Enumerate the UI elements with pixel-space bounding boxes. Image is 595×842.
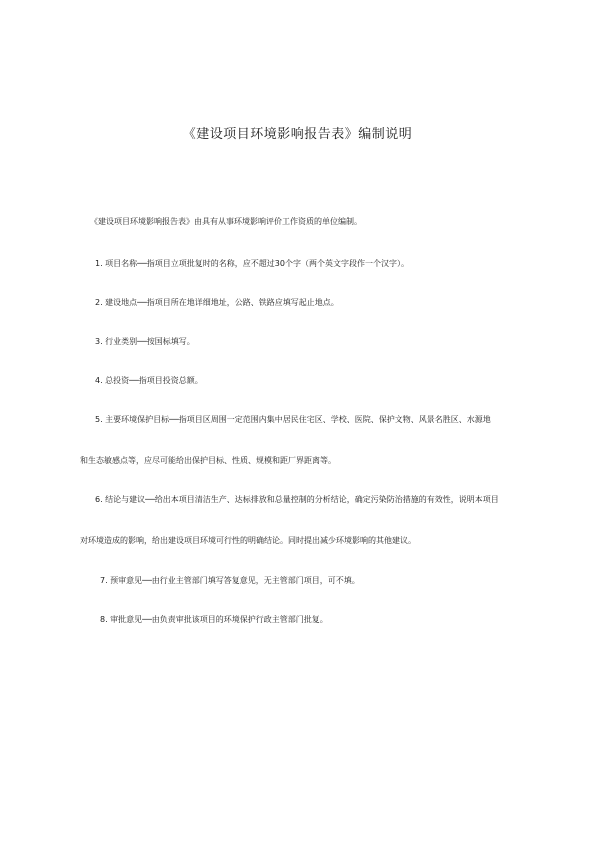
item-construction-site: 2. 建设地点──指项目所在地详细地址，公路、铁路应填写起止地点。 bbox=[95, 298, 339, 307]
item-conclusions-continued: 对环境造成的影响，给出建设项目环境可行性的明确结论。同时提出减少环境影响的其他建议。 bbox=[80, 536, 416, 545]
item-project-name: 1. 项目名称──指项目立项批复时的名称，应不超过30个字（两个英文字段作一个汉字）。 bbox=[95, 259, 409, 268]
item-approval-opinion: 8. 审批意见──由负责审批该项目的环境保护行政主管部门批复。 bbox=[100, 615, 328, 624]
item-conclusions: 6. 结论与建议──给出本项目清洁生产、达标排放和总量控制的分析结论，确定污染防治措施的有效性，说明本项目 bbox=[95, 495, 499, 504]
item-total-investment: 4. 总投资──指项目投资总额。 bbox=[95, 376, 203, 385]
document-title: 《建设项目环境影响报告表》编制说明 bbox=[182, 127, 413, 142]
item-preliminary-review: 7. 预审意见──由行业主管部门填写答复意见，无主管部门项目，可不填。 bbox=[100, 576, 360, 585]
item-protection-targets: 5. 主要环境保护目标──指项目区周围一定范围内集中居民住宅区、学校、医院、保护文物、风景名胜区、水源地 bbox=[95, 415, 491, 424]
item-protection-targets-continued: 和生态敏感点等，应尽可能给出保护目标、性质、规模和距厂界距离等。 bbox=[80, 456, 336, 465]
item-industry-category: 3. 行业类别──按国标填写。 bbox=[95, 337, 195, 346]
intro-paragraph: 《建设项目环境影响报告表》由具有从事环境影响评价工作资质的单位编制。 bbox=[90, 217, 362, 226]
